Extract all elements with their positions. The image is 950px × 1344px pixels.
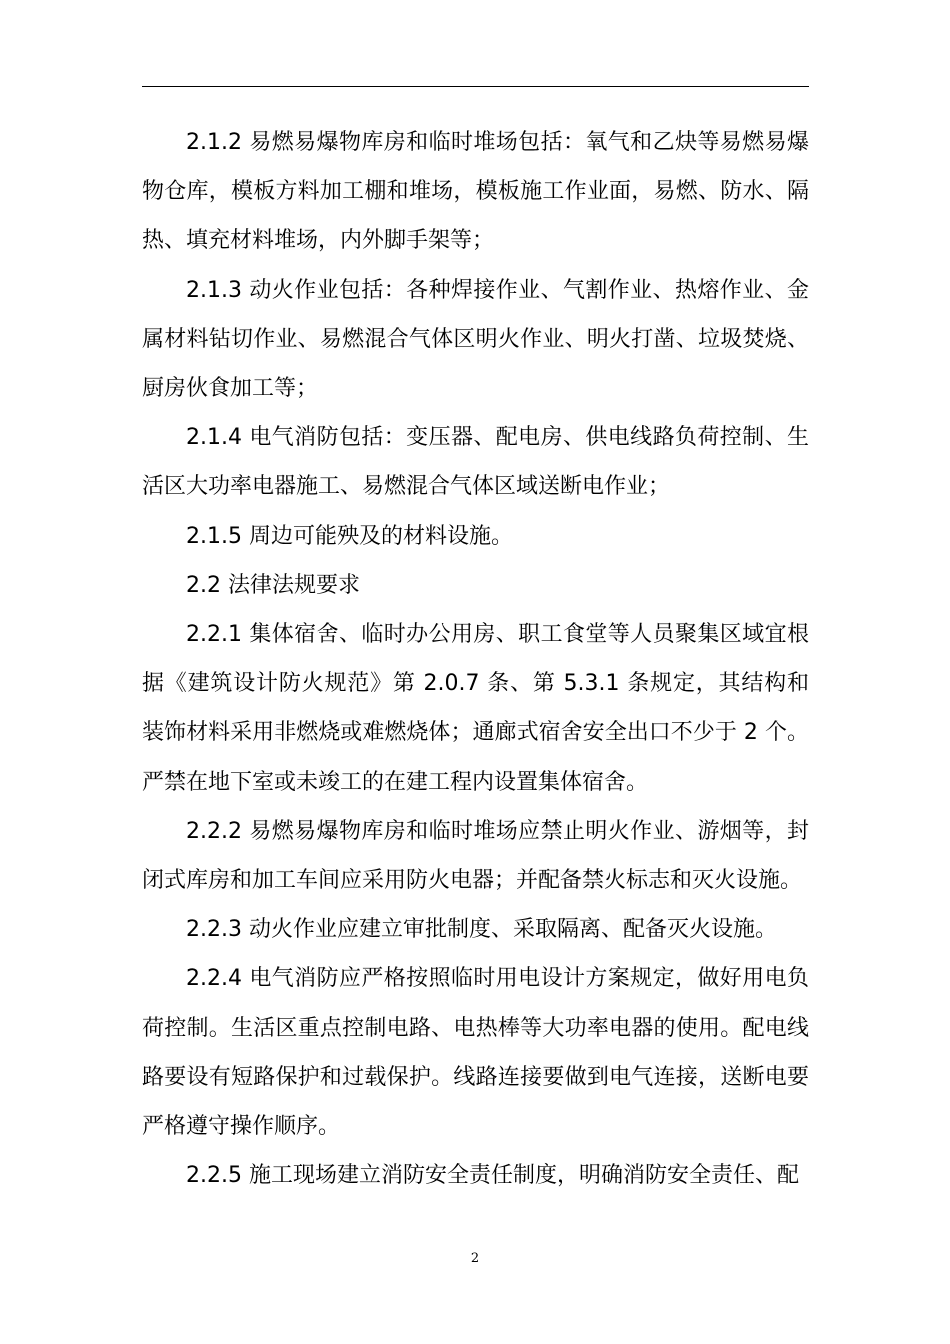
section-heading-2-2: 2.2 法律法规要求	[186, 572, 360, 598]
paragraph-2-2-1: 2.2.1 集体宿舍、临时办公用房、职工食堂等人员聚集区域宜根据《建筑设计防火规范》第 2.0.7 条、第 5.3.1 条规定，其结构和装饰材料采用非燃烧或难燃烧体；通廊式宿舍安全出口不少于 2 个。严禁在地下室或未竣工的在建工程内设置集体宿舍。	[142, 622, 809, 795]
page-number: 2	[470, 1251, 480, 1266]
paragraph-2-2-5: 2.2.5 施工现场建立消防安全责任制度，明确消防安全责任、配	[186, 1163, 799, 1189]
paragraph-2-2-2: 2.2.2 易燃易爆物库房和临时堆场应禁止明火作业、游烟等，封闭式库房和加工车间应采用防火电器；并配备禁火标志和灭火设施。	[142, 818, 809, 894]
document-body	[142, 118, 809, 1200]
paragraph-2-1-5: 2.1.5 周边可能殃及的材料设施。	[186, 523, 513, 549]
paragraph-2-1-3: 2.1.3 动火作业包括：各种焊接作业、气割作业、热熔作业、金属材料钻切作业、易燃混合气体区明火作业、明火打凿、垃圾焚烧、厨房伙食加工等；	[142, 277, 809, 402]
paragraph-2-1-4: 2.1.4 电气消防包括：变压器、配电房、供电线路负荷控制、生活区大功率电器施工、易燃混合气体区域送断电作业；	[142, 425, 809, 500]
paragraph-2-1-2: 2.1.2 易燃易爆物库房和临时堆场包括：氧气和乙炔等易燃易爆物仓库，模板方料加工棚和堆场，模板施工作业面，易燃、防水、隔热、填充材料堆场，内外脚手架等；	[142, 130, 809, 254]
paragraph-2-2-3: 2.2.3 动火作业应建立审批制度、采取隔离、配备灭火设施。	[186, 917, 777, 943]
paragraph-2-2-4: 2.2.4 电气消防应严格按照临时用电设计方案规定，做好用电负荷控制。生活区重点控制电路、电热棒等大功率电器的使用。配电线路要设有短路保护和过载保护。线路连接要做到电气连接，送断电要严格遵守操作顺序。	[142, 966, 809, 1140]
header-rule	[142, 86, 809, 87]
